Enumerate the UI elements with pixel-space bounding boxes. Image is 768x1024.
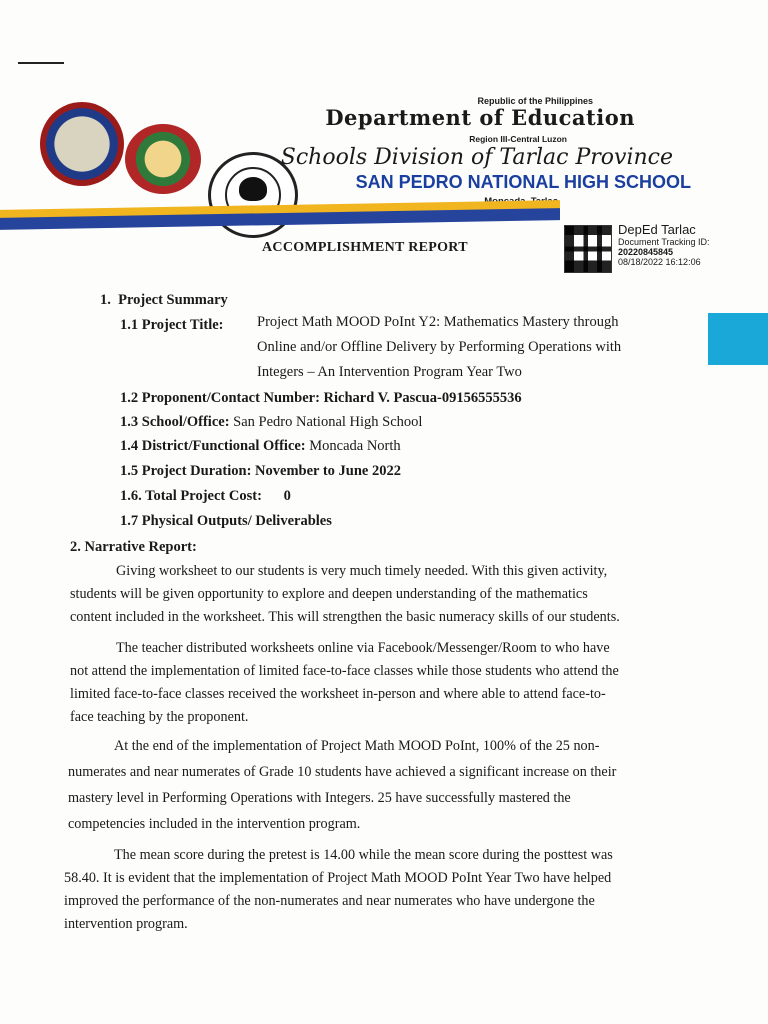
tracking-stamp bbox=[618, 222, 710, 267]
cost-line: 1.6. Total Project Cost: 0 bbox=[120, 488, 291, 504]
division-title: Schools Division of Tarlac Province bbox=[280, 145, 673, 170]
proponent-line: 1.2 Proponent/Contact Number: Richard V. Pascua-09156555536 bbox=[120, 390, 522, 406]
duration-line: 1.5 Project Duration: November to June 2022 bbox=[120, 463, 401, 479]
republic-line: Republic of the Philippines bbox=[477, 96, 593, 106]
department-title: Department of Education bbox=[325, 105, 635, 130]
project-title-label: 1.1 Project Title: bbox=[120, 317, 224, 333]
rooster-icon bbox=[239, 177, 267, 201]
narrative-paragraph-1: Giving worksheet to our students is very much timely needed. With this given activity, students will be given opportunity to explore and deepen understanding of the mathematics content included in the worksheet. This will strengthen the basic numeracy skills of our students. bbox=[70, 563, 620, 625]
school-office-line: 1.3 School/Office: San Pedro National High School bbox=[120, 414, 423, 430]
tracking-office: DepEd Tarlac bbox=[618, 222, 696, 237]
section-2-heading: 2. Narrative Report: bbox=[70, 539, 197, 555]
section-1-heading: 1. Project Summary bbox=[100, 292, 228, 308]
qr-code-icon bbox=[564, 225, 612, 273]
narrative-paragraph-2: The teacher distributed worksheets online via Facebook/Messenger/Room to who have not attend the implementation of limited face-to-face classes while those students who attend the limited face-to-face classes received the worksheet in-person and where able to attend face-to- face teaching by the proponent. bbox=[70, 640, 619, 725]
narrative-paragraph-3: At the end of the implementation of Project Math MOOD PoInt, 100% of the 25 non- numerates and near numerates of Grade 10 students have achieved a significant increase on their mastery level in Performing Operations with Integers. 25 have successfully mastered the competencies included in the intervention program. bbox=[68, 738, 617, 832]
tracking-datetime: 08/18/2022 16:12:06 bbox=[618, 257, 701, 267]
region-line: Region III-Central Luzon bbox=[469, 134, 567, 144]
scan-mark bbox=[18, 62, 64, 64]
school-name: SAN PEDRO NATIONAL HIGH SCHOOL bbox=[355, 172, 691, 192]
division-seal-logo bbox=[125, 124, 201, 194]
narrative-paragraph-4: The mean score during the pretest is 14.00 while the mean score during the posttest was 58.40. It is evident that the implementation of Project Math MOOD PoInt Year Two have helped improved the performance of the non-numerates and near numerates who have undergone the intervention program. bbox=[64, 847, 613, 932]
tracking-id: 20220845845 bbox=[618, 247, 674, 257]
outputs-line: 1.7 Physical Outputs/ Deliverables bbox=[120, 513, 332, 529]
report-title: ACCOMPLISHMENT REPORT bbox=[262, 240, 468, 255]
project-title-line-1: Project Math MOOD PoInt Y2: Mathematics Mastery through bbox=[257, 314, 619, 330]
project-title-line-2: Online and/or Offline Delivery by Performing Operations with bbox=[257, 339, 622, 355]
tracking-label: Document Tracking ID: bbox=[618, 237, 710, 247]
deped-seal-logo bbox=[40, 102, 124, 186]
district-line: 1.4 District/Functional Office: Moncada North bbox=[120, 438, 401, 454]
project-title-line-3: Integers – An Intervention Program Year Two bbox=[257, 364, 522, 380]
sticky-note bbox=[708, 313, 768, 365]
